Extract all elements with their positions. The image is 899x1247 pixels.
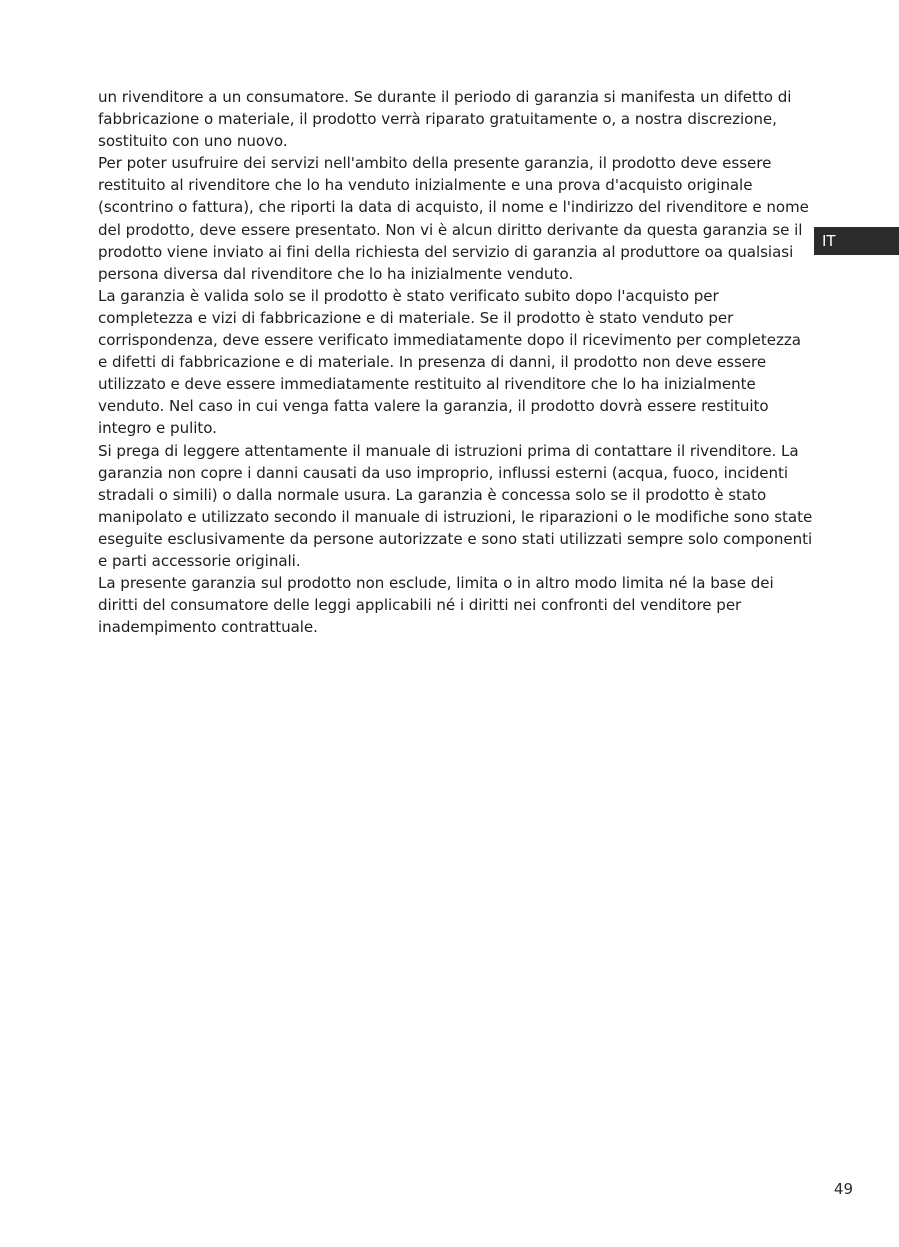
- page-number: 49: [833, 1180, 853, 1198]
- warranty-text: [98, 86, 814, 638]
- language-tab: IT: [814, 227, 899, 255]
- paragraph-validity: La garanzia è valida solo se il prodotto è stato verificato subito dopo l'acquisto per completezza e vizi di fabbricazione e di materiale. Se il prodotto è stato venduto per corrispondenza, deve essere verificato immediatamente dopo il ricevimento per completezza e difetti di fabbricazione e di materiale. In presenza di danni, il prodotto non deve essere utilizzato e deve essere immediatamente restituito al rivenditore che lo ha inizialmente venduto. Nel caso in cui venga fatta valere la garanzia, il prodotto dovrà essere restituito integro e pulito.: [98, 286, 801, 438]
- paragraph-warranty-claim: Per poter usufruire dei servizi nell'ambito della presente garanzia, il prodotto deve essere restituito al rivenditore che lo ha venduto inizialmente e una prova d'acquisto originale (scontrino o fattura), che riporti la data di acquisto, il nome e l'indirizzo del rivenditore e nome del prodotto, deve essere presentato. Non vi è alcun diritto derivante da questa garanzia se il prodotto viene inviato ai fini della richiesta del servizio di garanzia al produttore oa qualsiasi persona diversa dal rivenditore che lo ha inizialmente venduto.: [98, 154, 809, 283]
- paragraph-defects: un rivenditore a un consumatore. Se durante il periodo di garanzia si manifesta un difetto di fabbricazione o materiale, il prodotto verrà riparato gratuitamente o, a nostra discrezione, sostituito con uno nuovo.: [98, 88, 792, 151]
- paragraph-exclusions: Si prega di leggere attentamente il manuale di istruzioni prima di contattare il rivenditore. La garanzia non copre i danni causati da uso improprio, influssi esterni (acqua, fuoco, incidenti stradali o simili) o dalla normale usura. La garanzia è concessa solo se il prodotto è stato manipolato e utilizzato secondo il manuale di istruzioni, le riparazioni o le modifiche sono state eseguite esclusivamente da persone autorizzate e sono stati utilizzati sempre solo componenti e parti accessorie originali.: [98, 441, 813, 570]
- paragraph-consumer-rights: La presente garanzia sul prodotto non esclude, limita o in altro modo limita né la base dei diritti del consumatore delle leggi applicabili né i diritti nei confronti del venditore per inadempimento contrattuale.: [98, 574, 774, 637]
